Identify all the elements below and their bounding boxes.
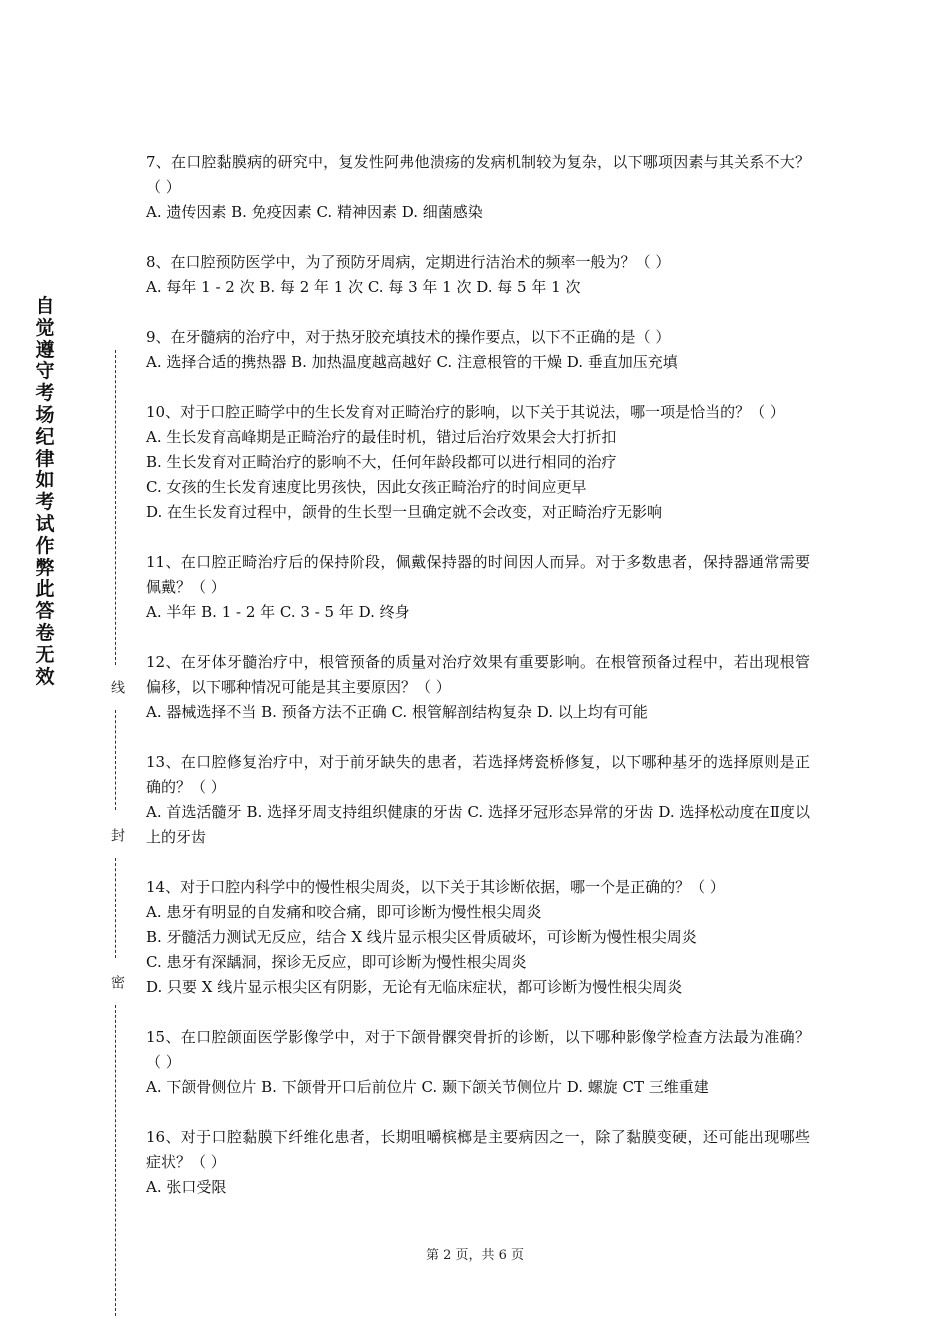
question-14 — [146, 875, 810, 1000]
binding-line — [104, 350, 128, 1316]
question-options: A. 每年 1 - 2 次 B. 每 2 年 1 次 C. 每 3 年 1 次 D. 每 5 年 1 次 — [146, 278, 581, 296]
question-stem: 8、在口腔预防医学中，为了预防牙周病，定期进行洁治术的频率一般为？（ ） — [146, 253, 671, 271]
option-c: C. 女孩的生长发育速度比男孩快，因此女孩正畸治疗的时间应更早 — [146, 478, 587, 496]
option-b: B. 生长发育对正畸治疗的影响不大，任何年龄段都可以进行相同的治疗 — [146, 453, 617, 471]
question-options: A. 遗传因素 B. 免疫因素 C. 精神因素 D. 细菌感染 — [146, 203, 483, 221]
question-stem: 9、在牙髓病的治疗中，对于热牙胶充填技术的操作要点，以下不正确的是（ ） — [146, 328, 671, 346]
question-stem: 11、在口腔正畸治疗后的保持阶段，佩戴保持器的时间因人而异。对于多数患者，保持器通常需要佩戴？（ ） — [146, 553, 810, 596]
binding-dash-segment — [115, 350, 116, 665]
question-13 — [146, 750, 810, 850]
question-10 — [146, 400, 810, 525]
question-list — [146, 150, 810, 1225]
question-11 — [146, 550, 810, 625]
question-options: A. 下颌骨侧位片 B. 下颌骨开口后前位片 C. 颞下颌关节侧位片 D. 螺旋 CT 三维重建 — [146, 1078, 709, 1096]
question-stem: 15、在口腔颌面医学影像学中，对于下颌骨髁突骨折的诊断，以下哪种影像学检查方法最为准确？（ ） — [146, 1028, 810, 1071]
question-stem: 14、对于口腔内科学中的慢性根尖周炎，以下关于其诊断依据，哪一个是正确的？（ ） — [146, 878, 725, 896]
question-stem: 12、在牙体牙髓治疗中，根管预备的质量对治疗效果有重要影响。在根管预备过程中，若出现根管偏移，以下哪种情况可能是其主要原因？（ ） — [146, 653, 810, 696]
question-stem: 16、对于口腔黏膜下纤维化患者，长期咀嚼槟榔是主要病因之一，除了黏膜变硬，还可能出现哪些症状？（ ） — [146, 1128, 810, 1171]
question-options: A. 首选活髓牙 B. 选择牙周支持组织健康的牙齿 C. 选择牙冠形态异常的牙齿 D. 选择松动度在Ⅱ度以上的牙齿 — [146, 803, 810, 846]
question-8 — [146, 250, 810, 300]
question-15 — [146, 1025, 810, 1100]
option-a: A. 生长发育高峰期是正畸治疗的最佳时机，错过后治疗效果会大打折扣 — [146, 428, 617, 446]
question-12 — [146, 650, 810, 725]
binding-dash-segment — [115, 1005, 116, 1316]
binding-dash-segment — [115, 858, 116, 958]
option-a: A. 患牙有明显的自发痛和咬合痛，即可诊断为慢性根尖周炎 — [146, 903, 542, 921]
binding-mark-seal: 封 — [109, 828, 125, 842]
option-d: D. 在生长发育过程中，颌骨的生长型一旦确定就不会改变，对正畸治疗无影响 — [146, 503, 663, 521]
question-options: A. 选择合适的携热器 B. 加热温度越高越好 C. 注意根管的干燥 D. 垂直加压充填 — [146, 353, 678, 371]
option-d: D. 只要 X 线片显示根尖区有阴影，无论有无临床症状，都可诊断为慢性根尖周炎 — [146, 978, 683, 996]
question-7 — [146, 150, 810, 225]
option-b: B. 牙髓活力测试无反应，结合 X 线片显示根尖区骨质破坏，可诊断为慢性根尖周炎 — [146, 928, 697, 946]
question-stem: 7、在口腔黏膜病的研究中，复发性阿弗他溃疡的发病机制较为复杂，以下哪项因素与其关系不大？（ ） — [146, 153, 810, 196]
question-16 — [146, 1125, 810, 1200]
question-9 — [146, 325, 810, 375]
binding-mark-line: 线 — [109, 680, 125, 694]
option-a: A. 张口受限 — [146, 1178, 227, 1196]
page-number: 第 2 页，共 6 页 — [425, 1248, 525, 1263]
option-c: C. 患牙有深龋洞，探诊无反应，即可诊断为慢性根尖周炎 — [146, 953, 527, 971]
exam-discipline-notice: 自觉遵守考场纪律如考试作弊此答卷无效 — [35, 295, 55, 688]
binding-mark-secret: 密 — [109, 975, 125, 989]
question-options: A. 半年 B. 1 - 2 年 C. 3 - 5 年 D. 终身 — [146, 603, 410, 621]
question-stem: 13、在口腔修复治疗中，对于前牙缺失的患者，若选择烤瓷桥修复，以下哪种基牙的选择原则是正确的？（ ） — [146, 753, 810, 796]
binding-dash-segment — [115, 710, 116, 810]
question-stem: 10、对于口腔正畸学中的生长发育对正畸治疗的影响，以下关于其说法，哪一项是恰当的？（ ） — [146, 403, 785, 421]
question-options: A. 器械选择不当 B. 预备方法不正确 C. 根管解剖结构复杂 D. 以上均有可能 — [146, 703, 648, 721]
